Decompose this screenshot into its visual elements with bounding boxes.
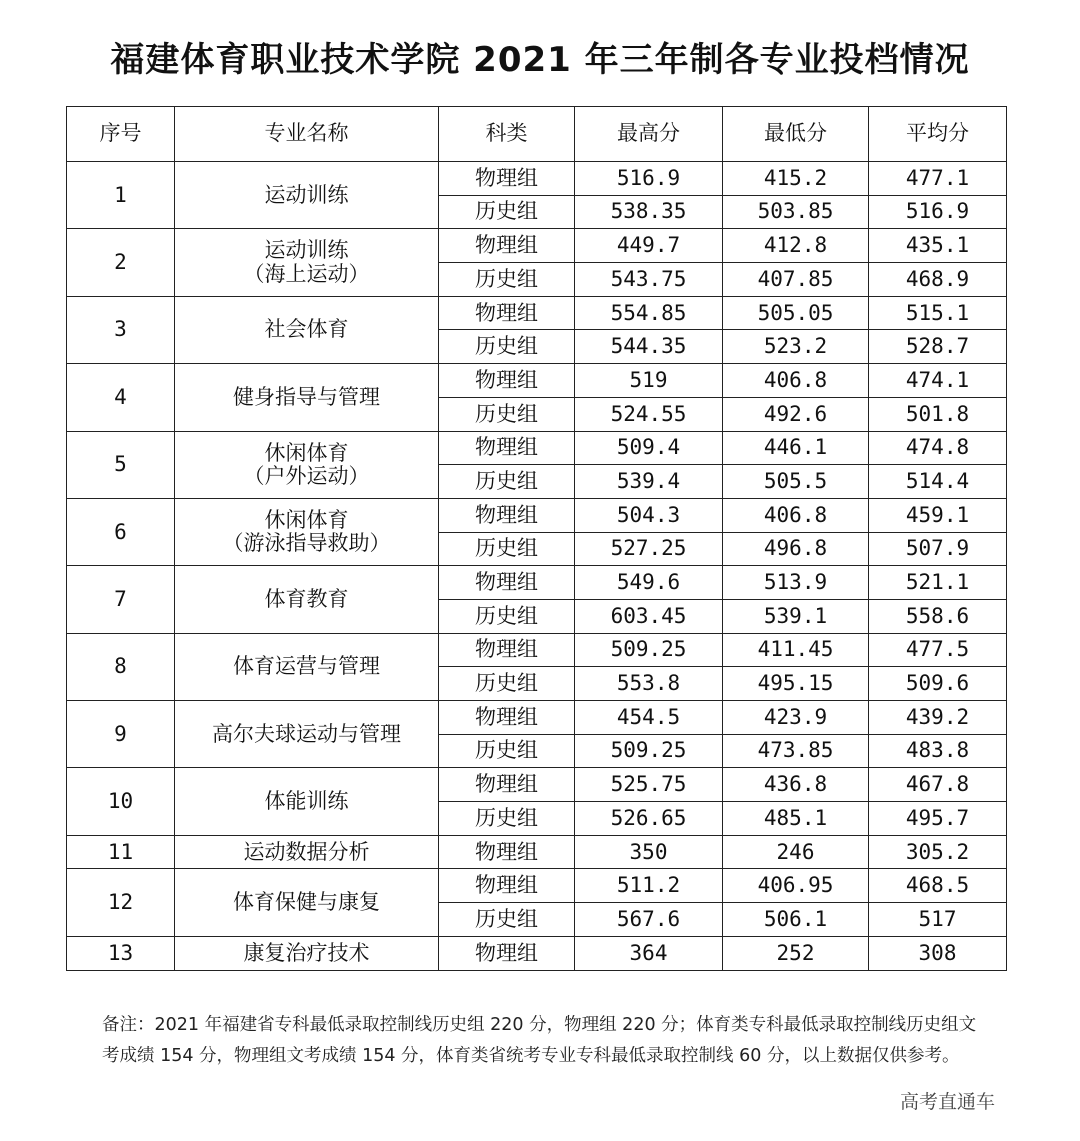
min-score-cell: 436.8 (723, 768, 869, 802)
avg-score-cell: 305.2 (869, 835, 1007, 869)
max-score-cell: 527.25 (575, 532, 723, 566)
major-name-line: 运动训练 (264, 238, 349, 263)
min-score-cell: 505.05 (723, 296, 869, 330)
min-score-cell: 252 (723, 936, 869, 970)
major-name (175, 229, 439, 296)
major-name-line: 体育教育 (264, 586, 349, 611)
max-score-cell: 526.65 (575, 802, 723, 836)
major-name-line: 休闲体育 (264, 507, 349, 532)
category-cell: 物理组 (439, 566, 575, 600)
max-score-cell: 543.75 (575, 263, 723, 297)
category-cell: 历史组 (439, 195, 575, 229)
category-cell: 物理组 (439, 431, 575, 465)
max-score-cell: 603.45 (575, 599, 723, 633)
major-index: 11 (67, 835, 175, 869)
avg-score-cell: 467.8 (869, 768, 1007, 802)
max-score-cell: 519 (575, 364, 723, 398)
table-row (67, 498, 1007, 532)
major-name-line: 体育保健与康复 (233, 890, 380, 915)
major-name-line: 休闲体育 (264, 440, 349, 465)
avg-score-cell: 477.5 (869, 633, 1007, 667)
major-name (175, 431, 439, 498)
min-score-cell: 496.8 (723, 532, 869, 566)
major-name-line: 高尔夫球运动与管理 (212, 721, 401, 746)
major-name (175, 869, 439, 936)
max-score-cell: 553.8 (575, 667, 723, 701)
min-score-cell: 523.2 (723, 330, 869, 364)
table-body (67, 162, 1007, 971)
avg-score-cell: 468.9 (869, 263, 1007, 297)
avg-score-cell: 474.8 (869, 431, 1007, 465)
major-name (175, 701, 439, 768)
major-name (175, 835, 439, 869)
max-score-cell: 449.7 (575, 229, 723, 263)
min-score-cell: 485.1 (723, 802, 869, 836)
category-cell: 物理组 (439, 364, 575, 398)
min-score-cell: 246 (723, 835, 869, 869)
avg-score-cell: 439.2 (869, 701, 1007, 735)
max-score-cell: 364 (575, 936, 723, 970)
max-score-cell: 509.25 (575, 633, 723, 667)
header-min-score: 最低分 (723, 107, 869, 162)
major-name-line: 健身指导与管理 (233, 384, 380, 409)
major-name-line: 社会体育 (264, 317, 349, 342)
category-cell: 历史组 (439, 734, 575, 768)
header-category: 科类 (439, 107, 575, 162)
max-score-cell: 504.3 (575, 498, 723, 532)
min-score-cell: 406.8 (723, 364, 869, 398)
category-cell: 物理组 (439, 835, 575, 869)
category-cell: 物理组 (439, 869, 575, 903)
min-score-cell: 415.2 (723, 162, 869, 196)
avg-score-cell: 517 (869, 903, 1007, 937)
avg-score-cell: 474.1 (869, 364, 1007, 398)
major-index: 13 (67, 936, 175, 970)
header-index: 序号 (67, 107, 175, 162)
category-cell: 历史组 (439, 599, 575, 633)
footnote: 备注：2021 年福建省专科最低录取控制线历史组 220 分，物理组 220 分；体育类专科最低录取控制线历史组文考成绩 154 分，物理组文考成绩 154 分，体育类省统考专业专科最低录取控制线 60 分，以上数据仅供参考。 (102, 1015, 977, 1066)
admission-score-table (66, 106, 1007, 971)
min-score-cell: 506.1 (723, 903, 869, 937)
avg-score-cell: 459.1 (869, 498, 1007, 532)
max-score-cell: 454.5 (575, 701, 723, 735)
avg-score-cell: 477.1 (869, 162, 1007, 196)
category-cell: 历史组 (439, 263, 575, 297)
category-cell: 物理组 (439, 162, 575, 196)
major-index: 1 (67, 162, 175, 229)
avg-score-cell: 507.9 (869, 532, 1007, 566)
table-row (67, 869, 1007, 903)
max-score-cell: 544.35 (575, 330, 723, 364)
major-name-line: （户外运动） (243, 463, 370, 488)
table-row (67, 162, 1007, 196)
table-row (67, 835, 1007, 869)
major-name (175, 768, 439, 835)
header-major-name: 专业名称 (175, 107, 439, 162)
category-cell: 物理组 (439, 498, 575, 532)
avg-score-cell: 308 (869, 936, 1007, 970)
avg-score-cell: 516.9 (869, 195, 1007, 229)
major-name (175, 364, 439, 431)
table-row (67, 936, 1007, 970)
avg-score-cell: 435.1 (869, 229, 1007, 263)
major-index: 5 (67, 431, 175, 498)
table-row (67, 364, 1007, 398)
table-row (67, 431, 1007, 465)
min-score-cell: 495.15 (723, 667, 869, 701)
category-cell: 历史组 (439, 667, 575, 701)
max-score-cell: 509.4 (575, 431, 723, 465)
max-score-cell: 516.9 (575, 162, 723, 196)
max-score-cell: 538.35 (575, 195, 723, 229)
category-cell: 历史组 (439, 465, 575, 499)
major-index: 10 (67, 768, 175, 835)
max-score-cell: 549.6 (575, 566, 723, 600)
max-score-cell: 350 (575, 835, 723, 869)
category-cell: 物理组 (439, 296, 575, 330)
category-cell: 历史组 (439, 330, 575, 364)
major-index: 9 (67, 701, 175, 768)
category-cell: 历史组 (439, 532, 575, 566)
table-row (67, 229, 1007, 263)
header-max-score: 最高分 (575, 107, 723, 162)
major-index: 3 (67, 296, 175, 363)
major-name-line: 康复治疗技术 (243, 940, 370, 965)
min-score-cell: 406.95 (723, 869, 869, 903)
avg-score-cell: 515.1 (869, 296, 1007, 330)
category-cell: 物理组 (439, 633, 575, 667)
min-score-cell: 503.85 (723, 195, 869, 229)
avg-score-cell: 495.7 (869, 802, 1007, 836)
avg-score-cell: 509.6 (869, 667, 1007, 701)
major-index: 12 (67, 869, 175, 936)
major-name (175, 162, 439, 229)
table-header-row (67, 107, 1007, 162)
table-row (67, 566, 1007, 600)
table-row (67, 768, 1007, 802)
major-index: 4 (67, 364, 175, 431)
avg-score-cell: 501.8 (869, 397, 1007, 431)
major-name-line: 体育运营与管理 (233, 654, 380, 679)
table-row (67, 701, 1007, 735)
category-cell: 物理组 (439, 701, 575, 735)
avg-score-cell: 558.6 (869, 599, 1007, 633)
max-score-cell: 539.4 (575, 465, 723, 499)
category-cell: 历史组 (439, 802, 575, 836)
header-avg-score: 平均分 (869, 107, 1007, 162)
major-name-line: 体能训练 (264, 789, 349, 814)
major-name (175, 498, 439, 565)
major-name-line: 运动训练 (264, 182, 349, 207)
avg-score-cell: 528.7 (869, 330, 1007, 364)
table-row (67, 296, 1007, 330)
page-title: 福建体育职业技术学院 2021 年三年制各专业投档情况 (110, 40, 970, 80)
major-index: 8 (67, 633, 175, 700)
min-score-cell: 505.5 (723, 465, 869, 499)
avg-score-cell: 468.5 (869, 869, 1007, 903)
major-name-line: （游泳指导救助） (222, 531, 391, 556)
major-name-line: （海上运动） (243, 261, 370, 286)
min-score-cell: 406.8 (723, 498, 869, 532)
max-score-cell: 525.75 (575, 768, 723, 802)
avg-score-cell: 514.4 (869, 465, 1007, 499)
major-index: 6 (67, 498, 175, 565)
avg-score-cell: 521.1 (869, 566, 1007, 600)
min-score-cell: 407.85 (723, 263, 869, 297)
category-cell: 历史组 (439, 397, 575, 431)
avg-score-cell: 483.8 (869, 734, 1007, 768)
category-cell: 物理组 (439, 768, 575, 802)
max-score-cell: 509.25 (575, 734, 723, 768)
min-score-cell: 423.9 (723, 701, 869, 735)
min-score-cell: 539.1 (723, 599, 869, 633)
max-score-cell: 554.85 (575, 296, 723, 330)
category-cell: 物理组 (439, 229, 575, 263)
max-score-cell: 567.6 (575, 903, 723, 937)
min-score-cell: 492.6 (723, 397, 869, 431)
category-cell: 历史组 (439, 903, 575, 937)
major-name (175, 566, 439, 633)
min-score-cell: 411.45 (723, 633, 869, 667)
major-name-line: 运动数据分析 (243, 839, 370, 864)
min-score-cell: 412.8 (723, 229, 869, 263)
min-score-cell: 446.1 (723, 431, 869, 465)
table-row (67, 633, 1007, 667)
max-score-cell: 511.2 (575, 869, 723, 903)
major-name (175, 936, 439, 970)
major-name (175, 633, 439, 700)
watermark: 高考直通车 (900, 1091, 996, 1113)
min-score-cell: 513.9 (723, 566, 869, 600)
major-name (175, 296, 439, 363)
major-index: 2 (67, 229, 175, 296)
min-score-cell: 473.85 (723, 734, 869, 768)
max-score-cell: 524.55 (575, 397, 723, 431)
major-index: 7 (67, 566, 175, 633)
category-cell: 物理组 (439, 936, 575, 970)
